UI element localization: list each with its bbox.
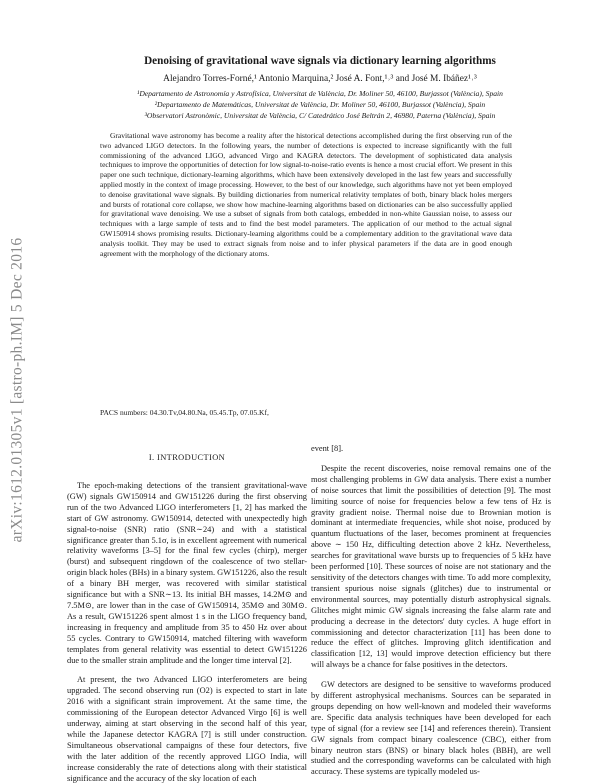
body-paragraph: The epoch-making detections of the transient gravitational-wave (GW) signals GW150914 and GW151226 during the first observing run of the two Advanced LIGO interferometers [1, 2] has marked the start of GW astronomy. GW150914, detected with unexpectedly high signal-to-noise (SNR) ratio (SNR∼24) and with a statistical significance greater than 5.1σ, is in excellent agreement with numerical relativity waveforms [3–5] for the final few cycles (chirp), merger (burst) and subsequent ringdown of the coalescence of two stellar-origin black holes (BHs) in a binary system. GW151226, also the result of a binary BH merger, was recovered with similar statistical significance but with a SNR∼13. Its initial BH masses, 14.2M⊙ and 7.5M⊙, are lower than in the case of GW150914, 35M⊙ and 30M⊙. As a result, GW151226 spent almost 1 s in the LIGO frequency band, increasing in frequency and amplitude from 35 to 450 Hz over about 55 cycles. Contrary to GW150914, matched filtering with waveform templates from general relativity was essential to detect GW151226 due to the smaller strain amplitude and the longer time interval [2]. [67,481,307,665]
section-title: INTRODUCTION [157,453,226,462]
body-paragraph: Despite the recent discoveries, noise removal remains one of the most challenging problems in GW data analysis. There exist a number of noise sources that limit the possibilities of detection [9]. The most limiting source of noise for frequencies below a few tens of Hz is gravity gradient noise. Thermal noise due to Brownian motion is dominant at intermediate frequencies, while shot noise, produced by quantum fluctuations of the laser, becomes prominent at frequencies above ∼ 150 Hz, difficulting detection above 2 kHz. Nevertheless, searches for gravitational wave bursts up to frequencies of 5 kHz have been performed [10]. These sources of noise are not stationary and the sensitivity of the detectors changes with time. To add more complexity, transient spurious noise signals (glitches) due to instrumental or environmental sources, may potentially disturb astrophysical signals. Glitches might mimic GW signals increasing the false alarm rate and producing a decrease in the detectors' duty cycles. A huge effort in commissioning and detector characterization [11] has been done to reduce the effect of glitches. Improving glitch identification and classification [12, 13] would improve detection efficiency but there will always be a chance for false positives in the detectors. [311,463,551,670]
section-heading [67,452,307,463]
right-column [311,444,551,778]
paper-title: Denoising of gravitational wave signals via dictionary learning algorithms [144,55,496,67]
affiliations [60,88,580,121]
body-paragraph: GW detectors are designed to be sensitive to waveforms produced by different astrophysical mechanisms. Sources can be separated in groups depending on how well-known and modeled their waveforms are. Specific data analysis techniques have been developed for each type of signal (for a review see [14] and references therein). Transient GW signals from compact binary coalescence (CBC), either from binary neutron stars (BNS) or binary black holes (BBH), are well studied and the corresponding waveforms can be calculated with high accuracy. These systems are typically modeled us- [311,680,551,777]
body-paragraph: event [8]. [311,444,344,453]
left-column [67,452,307,784]
author-list: Alejandro Torres-Forné,¹ Antonio Marquina,² José A. Font,¹˒³ and José M. Ibáñez¹˒³ [163,74,477,84]
section-number: I. [148,453,155,462]
affiliation-2: ²Departamento de Matemáticas, Universitat de València, Dr. Moliner 50, 46100, Burjassot (València), Spain [154,100,486,109]
arxiv-identifier-stamp [6,170,28,610]
affiliation-1: ¹Departamento de Astronomía y Astrofísica, Universitat de València, Dr. Moliner 50, 46100, Burjassot (València), Spain [137,89,503,98]
body-paragraph: At present, the two Advanced LIGO interferometers are being upgraded. The second observing run (O2) is expected to start in late 2016 with a significant strain improvement. At the same time, the commissioning of the European detector Advanced Virgo [6] is well underway, aiming at start observing in the second half of this year, while the Japanese detector KAGRA [7] is still under construction. Simultaneous observational campaigns of these four detectors, five with the later addition of the recently approved LIGO India, will increase considerably the rate of detections along with their statistical significance and the accuracy of the sky location of each [67,675,307,783]
abstract: Gravitational wave astronomy has become a reality after the historical detections accomplished during the first observing run of the two advanced LIGO detectors. In the following years, the number of detections is expected to increase significantly with the full commissioning of the advanced LIGO, advanced Virgo and KAGRA detectors. The development of sophisticated data analysis techniques to improve the opportunities of detection for low signal-to-noise-ratio events is hence a most crucial effort. We present in this paper one such technique, dictionary-learning algorithms, which have been extensively developed in the last few years and successfully applied mostly in the context of image processing. However, to the best of our knowledge, such algorithms have not yet been employed to denoise gravitational wave signals. By building dictionaries from numerical relativity templates of both, binary black holes mergers and bursts of rotational core collapse, we show how machine-learning algorithms based on dictionaries can be also successfully applied for gravitational wave denoising. We use a subset of signals from both catalogs, embedded in non-white Gaussian noise, to assess our techniques with a large sample of tests and to find the best model parameters. The application of our method to the actual signal GW150914 shows promising results. Dictionary-learning algorithms could be a complementary addition to the gravitational wave data analysis toolkit. They may be used to extract signals from noise and to infer physical parameters if the data are in good enough agreement with the morphology of the dictionary atoms. [100,131,512,258]
affiliation-3: ³Observatori Astronòmic, Universitat de València, C/ Catedrático José Beltrán 2, 46980, Paterna (València), Spain [144,111,496,120]
arxiv-identifier: arXiv:1612.01305v1 [astro-ph.IM] 5 Dec 2016 [8,237,26,543]
pacs-numbers: PACS numbers: 04.30.Tv,04.80.Na, 05.45.Tp, 07.05.Kf, [100,408,269,417]
